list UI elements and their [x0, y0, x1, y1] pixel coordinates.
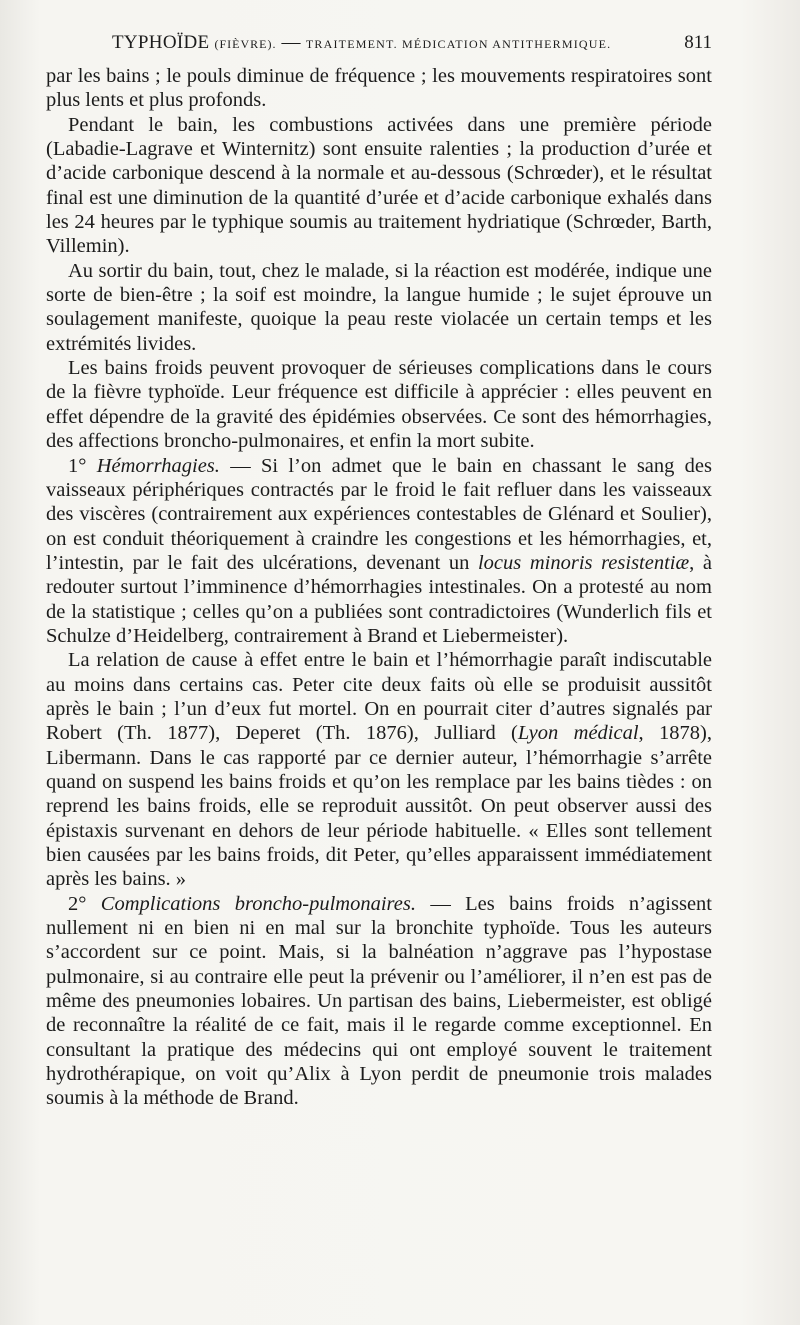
paragraph: Au sortir du bain, tout, chez le malade, si la réaction est modérée, indique une sorte de bien-être ; la soif est moindre, la langue humide ; le sujet éprouve un soulagement manifeste, quoique la peau reste violacée un certain temps et les extrémités livides.	[46, 259, 712, 355]
paragraph	[46, 648, 712, 891]
header-title	[112, 32, 611, 54]
paragraph: Les bains froids peuvent provoquer de sérieuses complications dans le cours de la fièvre typhoïde. Leur fréquence est difficile à apprécier : elles peuvent en effet dépendre de la gravité des épidémies observées. Ce sont des hémorrhagies, des affections broncho-pulmonaires, et enfin la mort subite.	[46, 357, 712, 453]
paragraph-hemorrhagies	[46, 454, 712, 649]
paragraph-broncho-pulmonaires	[46, 892, 712, 1111]
paragraph-text: , 1878), Libermann. Dans le cas rapporté par ce dernier auteur, l’hémorrhagie s’arrête quand on suspend les bains froids et qu’on les remplace par les bains tièdes : on reprend les bains froids, elle se reproduit aussitôt. On peut observer aussi des épistaxis survenant en dehors de leur période habituelle. « Elles sont tellement bien causées par les bains froids, dit Peter, qu’elles apparaissent immédiatement après les bains. »	[46, 722, 712, 891]
header-title-main: TYPHOÏDE	[112, 32, 210, 53]
paragraph-text: La relation de cause à effet entre le bain et l’hémorrhagie paraît indiscutable au moins dans certains cas. Peter cite deux faits où elle se produisit aussitôt après le bain ; l’un d’eux fut mortel. On en pourrait citer d’autres signalés par Robert (Th. 1877), Deperet (Th. 1876), Julliard (	[46, 649, 712, 745]
header-title-paren: (FIÈVRE).	[214, 37, 277, 51]
section-heading: Complications broncho-pulmonaires.	[100, 892, 416, 915]
paragraph-text: — Les bains froids n’agissent nullement ni en bien ni en mal sur la bronchite typhoïde. Tous les auteurs s’accordent sur ce point. Mais, si la balnéation n’aggrave pas l’hypostase pulmonaire, si au contraire elle peut la prévenir ou l’améliorer, il n’en est pas de même des pneumonies lobaires. Un partisan des bains, Liebermeister, est obligé de reconnaître la réalité de ce fait, mais il le regarde comme exceptionnel. En consultant la pratique des médecins qui ont employé souvent le traitement hydrothérapique, on voit qu’Alix à Lyon perdit de pneumonie trois malades soumis à la méthode de Brand.	[46, 892, 712, 1110]
page-number: 811	[684, 32, 712, 53]
paragraph-text: , à redouter surtout l’imminence d’hémorrhagies intestinales. On a protesté au nom de la statistique ; celles qu’on a publiées sont contradictoires (Wunderlich fils et Schulze d’Heidelberg, contrairement à Brand et Liebermeister).	[46, 551, 712, 647]
journal-title: Lyon médical	[517, 722, 639, 745]
header-dash: —	[281, 32, 301, 53]
paragraph-text: — Si l’on admet que le bain en chassant le sang des vaisseaux périphériques contractés par le froid le fait refluer dans les vaisseaux des viscères (contrairement aux expériences contestables de Glénard et Soulier), on est conduit théoriquement à craindre les congestions et les hémorrhagies, et, l’intestin, par le fait des ulcérations, devenant un	[46, 454, 712, 574]
section-heading: Hémorrhagies.	[96, 454, 220, 477]
paragraph: Pendant le bain, les combustions activées dans une première période (Labadie-Lagrave et Winternitz) sont ensuite ralenties ; la production d’urée et d’acide carbonique descend à la normale et au-dessous (Schrœder), et le résultat final est une diminution de la quantité d’urée et d’acide carbonique exhalés dans les 24 heures par le typhique soumis au traitement hydriatique (Schrœder, Barth, Villemin).	[46, 113, 712, 258]
running-header	[112, 32, 712, 58]
latin-phrase: locus minoris resistentiæ	[477, 551, 690, 574]
section-number: 1°	[68, 454, 87, 477]
section-number: 2°	[68, 892, 87, 915]
body-text	[46, 64, 712, 1111]
paragraph-continuation: par les bains ; le pouls diminue de fréquence ; les mouvements respiratoires sont plus lents et plus profonds.	[46, 65, 712, 112]
header-section: TRAITEMENT. MÉDICATION ANTITHERMIQUE.	[305, 37, 612, 51]
